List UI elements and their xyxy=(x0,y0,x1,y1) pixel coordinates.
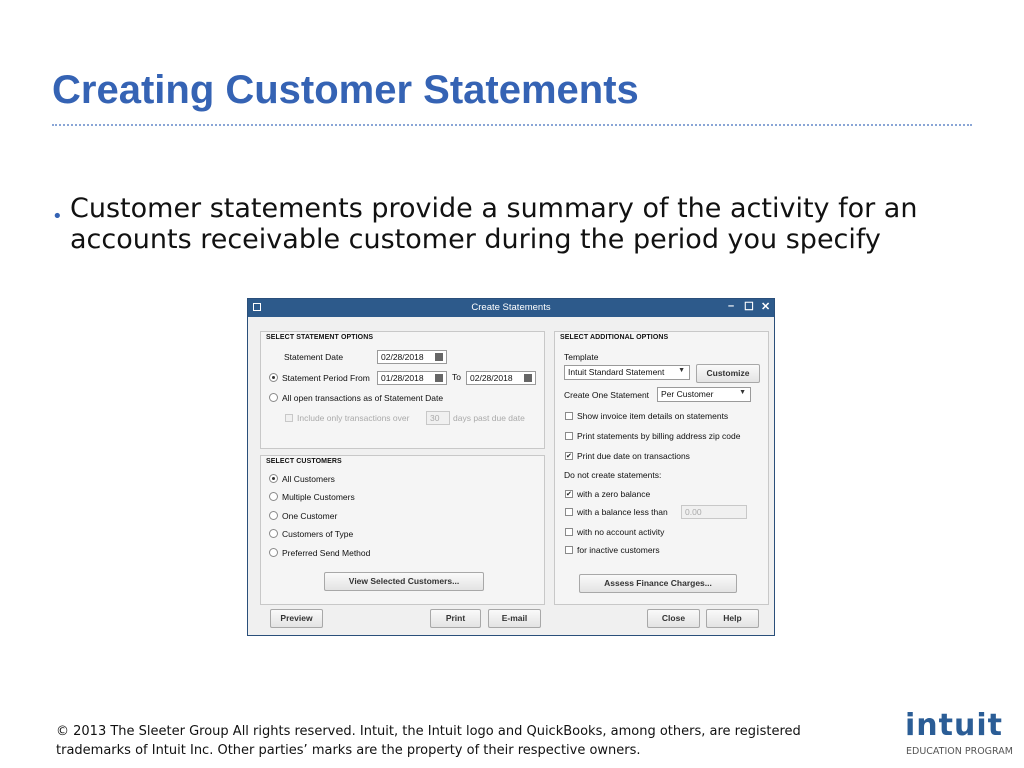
customize-button[interactable]: Customize xyxy=(696,364,760,383)
slide-title: Creating Customer Statements xyxy=(52,68,639,112)
customer-option-label: Multiple Customers xyxy=(282,492,355,502)
balance-less-than-checkbox[interactable] xyxy=(565,508,573,516)
customer-option-label: All Customers xyxy=(282,474,335,484)
days-field[interactable]: 30 xyxy=(426,411,450,425)
template-select[interactable] xyxy=(564,365,690,380)
print-due-date-checkbox[interactable] xyxy=(565,452,573,460)
create-statements-dialog xyxy=(247,298,775,636)
view-selected-customers-button[interactable]: View Selected Customers... xyxy=(324,572,484,591)
logo-subtitle: EDUCATION PROGRAM xyxy=(906,746,1013,757)
show-invoice-details-label: Show invoice item details on statements xyxy=(577,411,729,421)
balance-less-than-field[interactable]: 0.00 xyxy=(681,505,747,519)
assess-finance-charges-button[interactable]: Assess Finance Charges... xyxy=(579,574,737,593)
inactive-customers-checkbox[interactable] xyxy=(565,546,573,554)
period-to-value: 02/28/2018 xyxy=(470,373,513,383)
period-to-field[interactable] xyxy=(466,371,536,385)
period-from-field[interactable] xyxy=(377,371,447,385)
statement-options-panel xyxy=(260,331,545,449)
calendar-icon[interactable] xyxy=(524,374,532,382)
calendar-icon[interactable] xyxy=(435,353,443,361)
dialog-title: Create Statements xyxy=(471,302,551,313)
logo-wordmark: intuit xyxy=(905,708,1003,743)
include-only-checkbox[interactable] xyxy=(285,414,293,422)
print-by-zip-label: Print statements by billing address zip code xyxy=(577,431,741,441)
chevron-down-icon: ▼ xyxy=(739,389,746,396)
maximize-button[interactable]: ☐ xyxy=(744,301,754,313)
preview-button[interactable]: Preview xyxy=(270,609,323,628)
days-label: days past due date xyxy=(453,413,525,423)
balance-less-than-label: with a balance less than xyxy=(577,507,668,517)
template-label: Template xyxy=(564,352,599,362)
help-button[interactable]: Help xyxy=(706,609,759,628)
print-due-date-label: Print due date on transactions xyxy=(577,451,690,461)
email-button[interactable]: E-mail xyxy=(488,609,541,628)
statement-date-label: Statement Date xyxy=(284,352,344,362)
create-one-statement-label: Create One Statement xyxy=(564,390,650,400)
period-radio[interactable] xyxy=(269,373,278,382)
zero-balance-checkbox[interactable] xyxy=(565,490,573,498)
open-transactions-label: All open transactions as of Statement Date xyxy=(282,393,444,403)
minimize-button[interactable]: – xyxy=(728,300,735,312)
dialog-titlebar[interactable] xyxy=(248,299,774,317)
close-window-button[interactable]: ✕ xyxy=(761,301,771,313)
period-from-value: 01/28/2018 xyxy=(381,373,424,383)
bullet-icon: • xyxy=(52,206,63,227)
close-button[interactable]: Close xyxy=(647,609,700,628)
select-customers-panel xyxy=(260,455,545,605)
print-button[interactable]: Print xyxy=(430,609,481,628)
no-account-activity-checkbox[interactable] xyxy=(565,528,573,536)
all-customers-radio[interactable] xyxy=(269,474,278,483)
copyright-footer: © 2013 The Sleeter Group All rights reserved. Intuit, the Intuit logo and QuickBooks, among others, are registered trademarks of Intuit Inc. Other parties’ marks are the property of their respective owners. xyxy=(56,724,801,758)
show-invoice-details-checkbox[interactable] xyxy=(565,412,573,420)
one-customer-radio[interactable] xyxy=(269,511,278,520)
customers-of-type-radio[interactable] xyxy=(269,529,278,538)
calendar-icon[interactable] xyxy=(435,374,443,382)
period-from-label: Statement Period From xyxy=(282,373,370,383)
template-value: Intuit Standard Statement xyxy=(568,367,665,377)
create-one-statement-select[interactable] xyxy=(657,387,751,402)
print-by-zip-checkbox[interactable] xyxy=(565,432,573,440)
select-customers-header: SELECT CUSTOMERS xyxy=(266,458,342,465)
no-account-activity-label: with no account activity xyxy=(577,527,665,537)
open-transactions-radio[interactable] xyxy=(269,393,278,402)
create-one-value: Per Customer xyxy=(661,389,714,399)
bullet-text: Customer statements provide a summary of the activity for an accounts receivable customer during the period you specify xyxy=(70,193,918,255)
statement-options-header: SELECT STATEMENT OPTIONS xyxy=(266,334,374,341)
preferred-send-method-radio[interactable] xyxy=(269,548,278,557)
customer-option-label: One Customer xyxy=(282,511,338,521)
title-divider xyxy=(52,124,972,126)
additional-options-header: SELECT ADDITIONAL OPTIONS xyxy=(560,334,669,341)
multiple-customers-radio[interactable] xyxy=(269,492,278,501)
customer-option-label: Preferred Send Method xyxy=(282,548,371,558)
statement-date-field[interactable] xyxy=(377,350,447,364)
include-only-label: Include only transactions over xyxy=(297,413,410,423)
to-label: To xyxy=(452,372,461,382)
customer-option-label: Customers of Type xyxy=(282,529,354,539)
intuit-logo xyxy=(905,708,1015,758)
do-not-create-label: Do not create statements: xyxy=(564,470,662,480)
chevron-down-icon: ▼ xyxy=(678,367,685,374)
additional-options-panel xyxy=(554,331,769,605)
statement-date-value: 02/28/2018 xyxy=(381,352,424,362)
inactive-customers-label: for inactive customers xyxy=(577,545,660,555)
zero-balance-label: with a zero balance xyxy=(577,489,651,499)
